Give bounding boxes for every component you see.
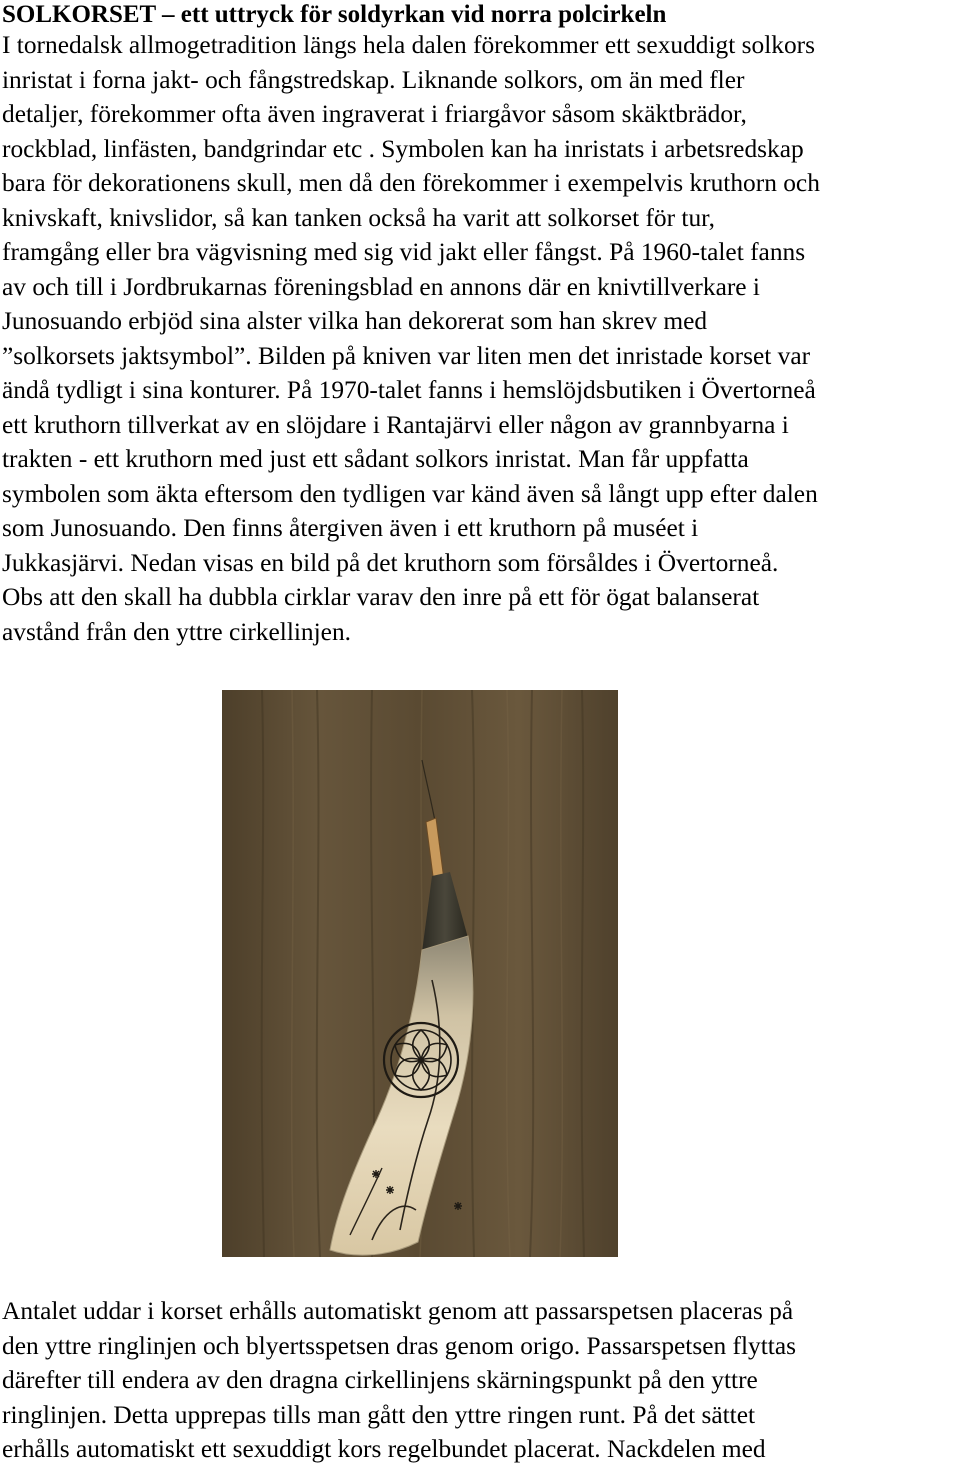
text-line: symbolen som äkta eftersom den tydligen var känd även så långt upp efter dalen xyxy=(2,479,818,508)
text-line: ett kruthorn tillverkat av en slöjdare i Rantajärvi eller någon av grannbyarna i xyxy=(2,410,789,439)
text-line: Junosuando erbjöd sina alster vilka han dekorerat som han skrev med xyxy=(2,307,708,335)
text-line: bara för dekorationens skull, men då den förekommer i exempelvis kruthorn och xyxy=(2,169,820,197)
text-line: detaljer, förekommer ofta även ingraverat i friargåvor såsom skäktbrädor, xyxy=(2,100,747,128)
text-line: därefter till endera av den dragna cirkellinjens skärningspunkt på den yttre xyxy=(2,1366,758,1394)
text-line: ringlinjen. Detta upprepas tills man gått den yttre ringen runt. På det sättet xyxy=(2,1400,756,1429)
text-line: som Junosuando. Den finns återgiven även i ett kruthorn på muséet i xyxy=(2,514,699,542)
text-line: av och till i Jordbrukarnas föreningsblad en annons där en knivtillverkare i xyxy=(2,272,760,301)
text-line: inristat i forna jakt- och fångstredskap. Liknande solkors, om än med fler xyxy=(2,65,745,94)
text-line: erhålls automatiskt ett sexuddigt kors regelbundet placerat. Nackdelen med xyxy=(2,1435,766,1463)
text-line: trakten - ett kruthorn med just ett sådant solkors inristat. Man får uppfatta xyxy=(2,445,749,473)
text-line: avstånd från den yttre cirkellinjen. xyxy=(2,617,351,646)
body-paragraph-2 xyxy=(2,1294,796,1467)
document-title: SOLKORSET – ett uttryck för soldyrkan vid norra polcirkeln xyxy=(2,1,667,28)
text-line: den yttre ringlinjen och blyertsspetsen dras genom origo. Passarspetsen flyttas xyxy=(2,1331,796,1360)
text-line: Jukkasjärvi. Nedan visas en bild på det kruthorn som försåldes i Övertorneå. xyxy=(2,548,779,577)
powder-horn-photo xyxy=(222,690,618,1257)
text-line: rockblad, linfästen, bandgrindar etc . Symbolen kan ha inristats i arbetsredskap xyxy=(2,134,804,163)
text-line: I tornedalsk allmogetradition längs hela dalen förekommer ett sexuddigt solkors xyxy=(2,31,815,59)
text-line: ändå tydligt i sina konturer. På 1970-talet fanns i hemslöjdsbutiken i Övertorneå xyxy=(2,376,816,404)
text-line: knivskaft, knivslidor, så kan tanken också ha varit att solkorset för tur, xyxy=(2,203,715,232)
text-line: framgång eller bra vägvisning med sig vid jakt eller fångst. På 1960-talet fanns xyxy=(2,238,806,266)
text-line: Obs att den skall ha dubbla cirklar varav den inre på ett för ögat balanserat xyxy=(2,583,760,611)
body-paragraph-1 xyxy=(2,28,820,649)
text-line: Antalet uddar i korset erhålls automatiskt genom att passarspetsen placeras på xyxy=(2,1297,794,1325)
text-line: ”solkorsets jaktsymbol”. Bilden på kniven var liten men det inristade korset var xyxy=(2,341,811,370)
